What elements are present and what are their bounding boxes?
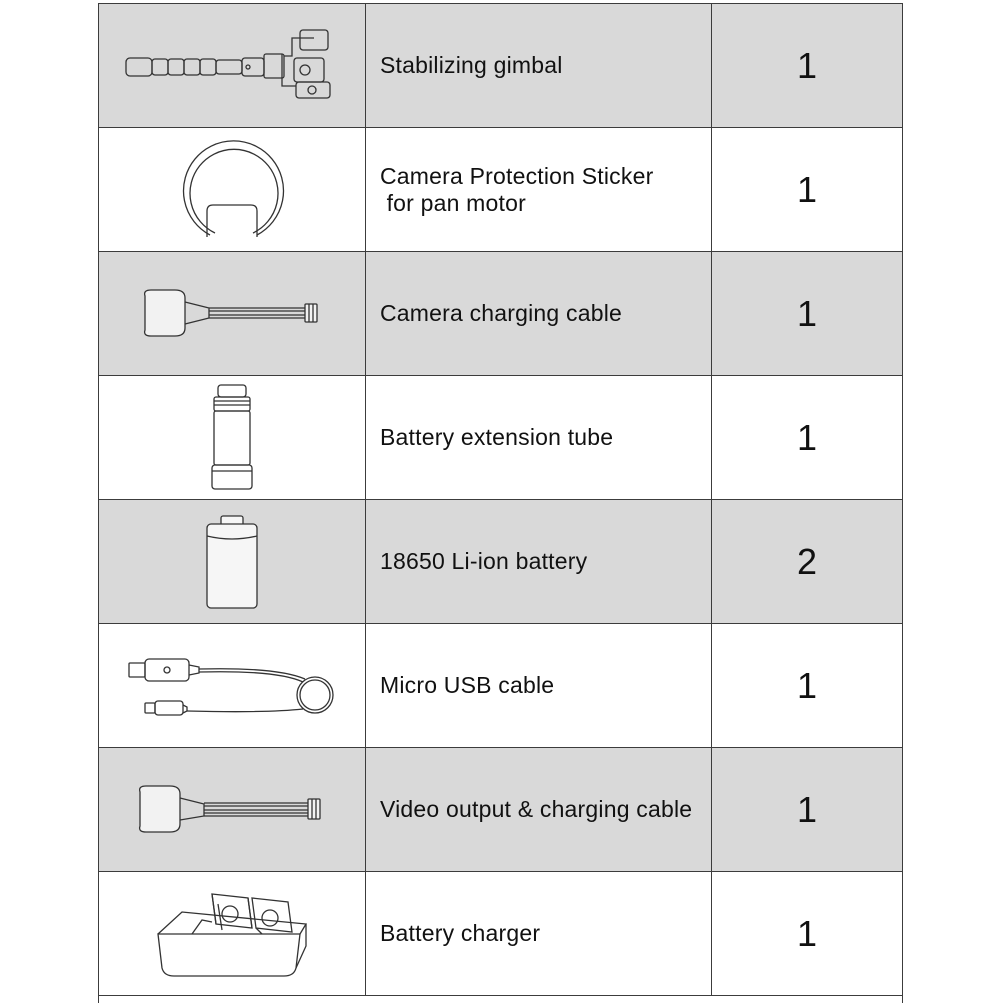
table-row	[99, 624, 902, 748]
item-image-cell	[99, 872, 366, 995]
item-quantity: 2	[796, 540, 818, 582]
table-row	[99, 128, 902, 252]
gimbal-icon	[122, 26, 342, 106]
item-name: Stabilizing gimbal	[380, 52, 563, 78]
item-image-cell	[99, 500, 366, 623]
item-name-cell	[366, 872, 712, 995]
item-quantity-cell	[712, 624, 902, 747]
item-quantity: 1	[796, 168, 818, 210]
item-quantity-cell	[712, 748, 902, 871]
extension-tube-icon	[202, 383, 262, 493]
item-name-cell	[366, 128, 712, 251]
item-quantity: 1	[796, 664, 818, 706]
item-name: Micro USB cable	[380, 672, 555, 698]
item-quantity: 1	[796, 292, 818, 334]
item-name: Battery extension tube	[380, 424, 614, 450]
item-name-cell	[366, 748, 712, 871]
item-name: Video output & charging cable	[380, 796, 693, 822]
item-name: Camera charging cable	[380, 300, 622, 326]
table-row	[99, 500, 902, 624]
charger-icon	[152, 884, 312, 984]
item-quantity-cell	[712, 128, 902, 251]
item-image-cell	[99, 252, 366, 375]
sticker-icon	[177, 135, 287, 245]
item-quantity: 1	[796, 788, 818, 830]
item-name-cell	[366, 4, 712, 127]
table-row	[99, 872, 902, 996]
item-name-cell	[366, 500, 712, 623]
item-quantity: 1	[796, 44, 818, 86]
item-name: Battery charger	[380, 920, 541, 946]
item-image-cell	[99, 376, 366, 499]
table-row	[99, 252, 902, 376]
item-name-cell	[366, 252, 712, 375]
item-quantity-cell	[712, 872, 902, 995]
battery-icon	[197, 512, 267, 612]
item-image-cell	[99, 624, 366, 747]
item-quantity: 1	[796, 912, 818, 954]
item-name-cell	[366, 624, 712, 747]
item-name: Camera Protection Sticker for pan motor	[380, 162, 654, 216]
item-name: 18650 Li-ion battery	[380, 548, 588, 574]
table-row	[99, 748, 902, 872]
item-name-cell	[366, 376, 712, 499]
video-cable-icon	[132, 780, 332, 840]
table-row	[99, 4, 902, 128]
item-image-cell	[99, 4, 366, 127]
camera-cable-icon	[137, 284, 327, 344]
package-contents-table	[98, 3, 903, 1003]
item-quantity-cell	[712, 4, 902, 127]
item-image-cell	[99, 128, 366, 251]
item-quantity-cell	[712, 252, 902, 375]
item-quantity-cell	[712, 376, 902, 499]
usb-cable-icon	[127, 651, 337, 721]
item-image-cell	[99, 748, 366, 871]
table-row	[99, 376, 902, 500]
item-quantity: 1	[796, 416, 818, 458]
item-quantity-cell	[712, 500, 902, 623]
